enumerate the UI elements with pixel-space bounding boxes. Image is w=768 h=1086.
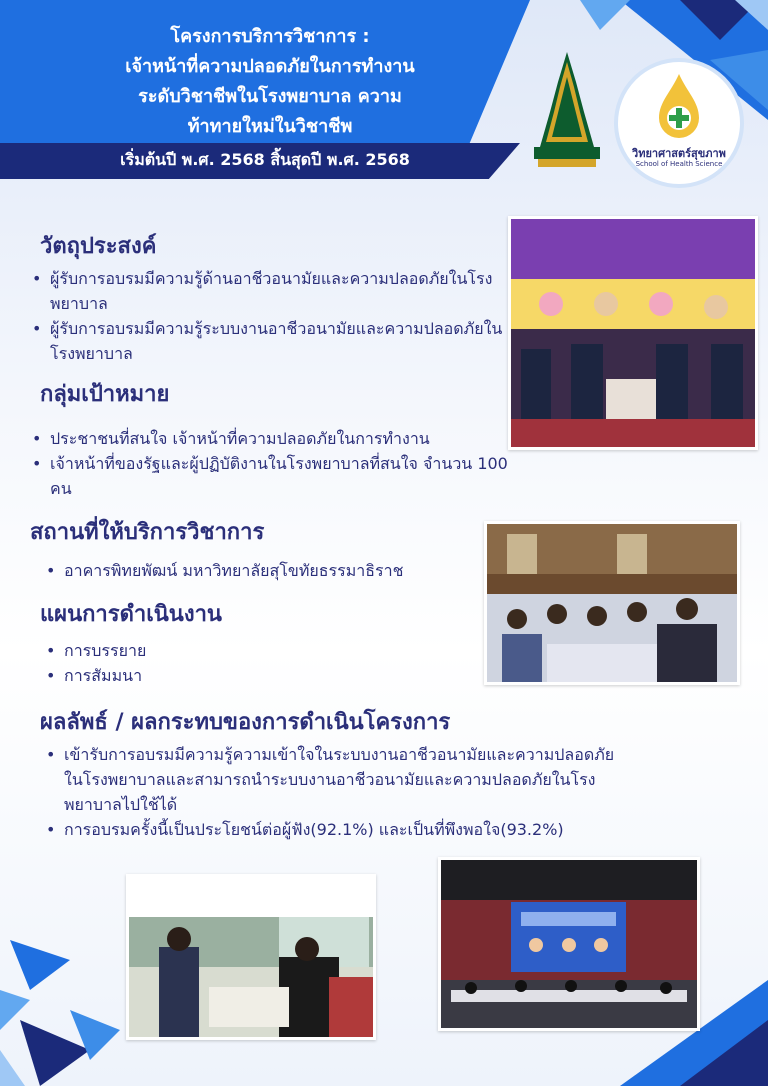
list-item: • การสัมมนา [44, 663, 344, 688]
results-heading: ผลลัพธ์ / ผลกระทบของการดำเนินโครงการ [40, 710, 451, 735]
plan-heading: แผนการดำเนินงาน [40, 602, 222, 627]
title-line: ระดับวิชาชีพในโรงพยาบาล ความ [138, 86, 402, 107]
results-list [44, 742, 624, 842]
school-name: วิทยาศาสตร์สุขภาพ [632, 147, 726, 160]
title-line: ท้าทายใหม่ในวิชาชีพ [187, 116, 353, 137]
venue-list [44, 558, 484, 583]
list-item: • ประชาชนที่สนใจ เจ้าหน้าที่ความปลอดภัยในการทำงาน [30, 426, 510, 451]
school-logo [614, 58, 744, 188]
list-item: • ผู้รับการอบรมมีความรู้ด้านอาชีวอนามัยและความปลอดภัยในโรงพยาบาล [30, 266, 510, 316]
title-line: เจ้าหน้าที่ความปลอดภัยในการทำงาน [125, 56, 415, 77]
objectives-list [30, 266, 510, 366]
list-item: • การบรรยาย [44, 638, 344, 663]
university-emblem-logo [524, 52, 610, 172]
plan-list [44, 638, 344, 688]
decor-bottom-left [0, 930, 140, 1086]
list-item: • เจ้าหน้าที่ของรัฐและผู้ปฏิบัติงานในโรงพยาบาลที่สนใจ จำนวน 100 คน [30, 451, 510, 501]
list-item: • การอบรมครั้งนี้เป็นประโยชน์ต่อผู้ฟัง(92.1%) และเป็นที่พึงพอใจ(93.2%) [44, 817, 624, 842]
venue-heading: สถานที่ให้บริการวิชาการ [30, 520, 265, 545]
school-emblem-icon [651, 74, 707, 144]
school-name-en: School of Health Science [635, 160, 723, 168]
list-item: • ผู้รับการอบรมมีความรู้ระบบงานอาชีวอนามัยและความปลอดภัยในโรงพยาบาล [30, 316, 510, 366]
photo-registration [126, 874, 376, 1040]
project-dates: เริ่มต้นปี พ.ศ. 2568 สิ้นสุดปี พ.ศ. 2568 [120, 150, 410, 169]
target-heading: กลุ่มเป้าหมาย [40, 382, 170, 407]
photo-seminar-stage [508, 216, 758, 450]
title-line: โครงการบริการวิชาการ : [170, 26, 370, 47]
list-item: • เข้ารับการอบรมมีความรู้ความเข้าใจในระบบงานอาชีวอนามัยและความปลอดภัยในโรงพยาบาลและสามารถนำระบบงานอาชีวอนามัยและความปลอดภัยในโรงพยาบาลไปใช้ได้ [44, 742, 624, 817]
photo-auditorium [438, 857, 700, 1031]
page-title [60, 22, 480, 142]
list-item: • อาคารพิทยพัฒน์ มหาวิทยาลัยสุโขทัยธรรมาธิราช [44, 558, 484, 583]
objectives-heading: วัตถุประสงค์ [40, 234, 157, 259]
photo-audience [484, 521, 740, 685]
target-list [30, 426, 510, 501]
